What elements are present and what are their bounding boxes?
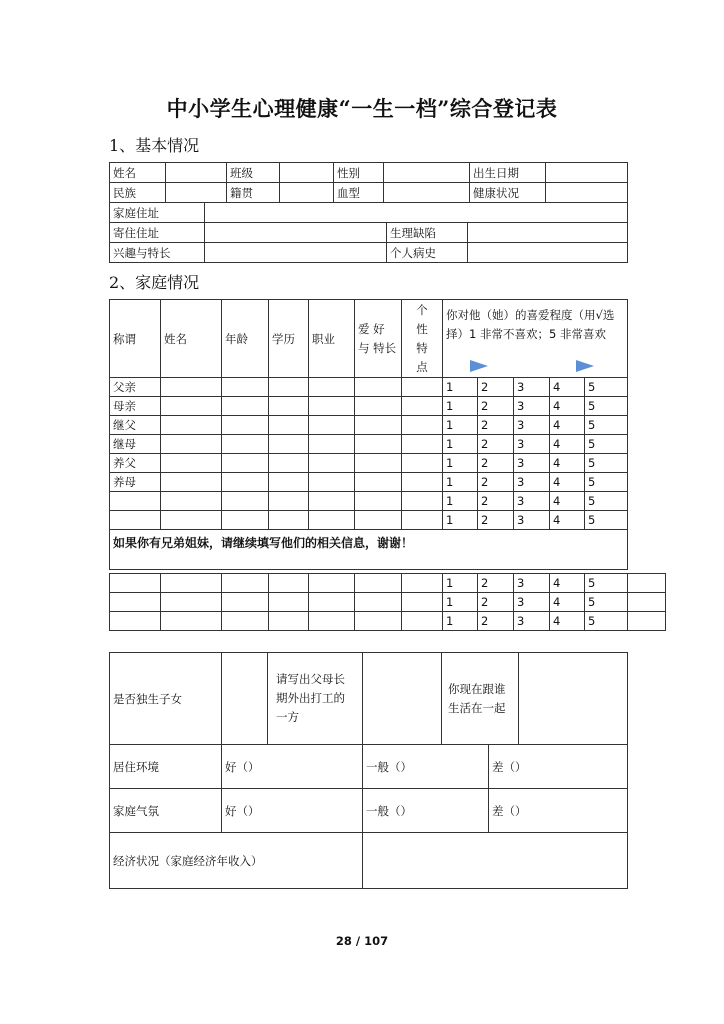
page-title: 中小学生心理健康“一生一档”综合登记表 — [166, 96, 558, 121]
rating-option[interactable]: 5 — [585, 511, 628, 530]
rating-option[interactable]: 5 — [585, 612, 628, 631]
label-birth: 出生日期 — [470, 163, 546, 183]
rating-option[interactable]: 2 — [478, 511, 514, 530]
env-poor[interactable]: 差（） — [489, 745, 628, 789]
rating-option[interactable]: 2 — [478, 378, 514, 397]
env-good[interactable]: 好（） — [222, 745, 363, 789]
rating-option[interactable]: 1 — [443, 416, 478, 435]
rating-option[interactable]: 5 — [585, 435, 628, 454]
rating-option[interactable]: 4 — [550, 511, 585, 530]
rating-option[interactable]: 1 — [443, 454, 478, 473]
label-environment: 居住环境 — [110, 745, 222, 789]
member-relation: 继母 — [110, 435, 161, 454]
rating-option[interactable]: 1 — [443, 511, 478, 530]
section-basic-heading: 1、基本情况 — [109, 136, 200, 155]
rating-option[interactable]: 1 — [443, 574, 478, 593]
header-relation: 称谓 — [110, 300, 161, 378]
rating-option[interactable]: 2 — [478, 612, 514, 631]
rating-option[interactable]: 1 — [443, 593, 478, 612]
rating-option[interactable]: 2 — [478, 593, 514, 612]
label-health: 健康状况 — [470, 183, 546, 203]
header-hobby: 爱 好 与 特长 — [355, 300, 402, 378]
rating-option[interactable]: 3 — [514, 397, 550, 416]
rating-option[interactable]: 2 — [478, 473, 514, 492]
label-economy: 经济状况（家庭经济年收入） — [110, 833, 363, 889]
member-relation: 父亲 — [110, 378, 161, 397]
arrow-right-icon — [576, 360, 594, 372]
label-defects: 生理缺陷 — [387, 223, 468, 243]
rating-option[interactable]: 4 — [550, 378, 585, 397]
rating-option[interactable]: 3 — [514, 511, 550, 530]
label-blood: 血型 — [334, 183, 384, 203]
header-trait: 个 性 特 点 — [402, 300, 443, 378]
rating-option[interactable]: 3 — [514, 593, 550, 612]
rating-option[interactable]: 2 — [478, 574, 514, 593]
rating-option[interactable]: 4 — [550, 454, 585, 473]
rating-option[interactable]: 2 — [478, 492, 514, 511]
env-average[interactable]: 一般（） — [363, 745, 489, 789]
rating-option[interactable]: 4 — [550, 593, 585, 612]
label-home-address: 家庭住址 — [110, 203, 205, 223]
rating-option[interactable]: 5 — [585, 454, 628, 473]
rating-option[interactable]: 4 — [550, 574, 585, 593]
rating-option[interactable]: 3 — [514, 378, 550, 397]
rating-option[interactable]: 2 — [478, 454, 514, 473]
rating-option[interactable]: 1 — [443, 492, 478, 511]
label-origin: 籍贯 — [227, 183, 280, 203]
rating-option[interactable]: 4 — [550, 492, 585, 511]
label-gender: 性别 — [334, 163, 384, 183]
label-boarding-address: 寄住住址 — [110, 223, 205, 243]
rating-option[interactable]: 4 — [550, 397, 585, 416]
arrow-left-icon — [470, 360, 488, 372]
rating-option[interactable]: 5 — [585, 593, 628, 612]
label-name: 姓名 — [110, 163, 166, 183]
rating-option[interactable]: 3 — [514, 416, 550, 435]
rating-option[interactable]: 4 — [550, 612, 585, 631]
rating-option[interactable]: 3 — [514, 435, 550, 454]
rating-option[interactable]: 3 — [514, 612, 550, 631]
header-job: 职业 — [309, 300, 355, 378]
rating-option[interactable]: 1 — [443, 473, 478, 492]
header-preference: 你对他（她）的喜爱程度（用√选择）1 非常不喜欢；5 非常喜欢 — [443, 300, 628, 378]
rating-option[interactable]: 3 — [514, 492, 550, 511]
label-living-with: 你现在跟谁生活在一起 — [442, 653, 519, 745]
rating-option[interactable]: 4 — [550, 473, 585, 492]
rating-option[interactable]: 5 — [585, 492, 628, 511]
label-ethnicity: 民族 — [110, 183, 166, 203]
label-parent-away: 请写出父母长期外出打工的一方 — [268, 653, 363, 745]
label-class: 班级 — [227, 163, 280, 183]
siblings-note: 如果你有兄弟姐妹，请继续填写他们的相关信息，谢谢！ — [110, 530, 628, 570]
rating-option[interactable]: 2 — [478, 397, 514, 416]
atmo-poor[interactable]: 差（） — [489, 789, 628, 833]
page-number: 28 / 107 — [335, 934, 389, 948]
rating-option[interactable]: 3 — [514, 574, 550, 593]
rating-option[interactable]: 1 — [443, 435, 478, 454]
rating-option[interactable]: 1 — [443, 378, 478, 397]
header-education: 学历 — [269, 300, 309, 378]
rating-option[interactable]: 5 — [585, 378, 628, 397]
rating-option[interactable]: 5 — [585, 397, 628, 416]
label-only-child: 是否独生子女 — [110, 653, 222, 745]
member-relation: 继父 — [110, 416, 161, 435]
rating-option[interactable]: 1 — [443, 397, 478, 416]
atmo-good[interactable]: 好（） — [222, 789, 363, 833]
rating-option[interactable]: 3 — [514, 454, 550, 473]
label-atmosphere: 家庭气氛 — [110, 789, 222, 833]
member-relation: 养父 — [110, 454, 161, 473]
header-name: 姓名 — [161, 300, 222, 378]
rating-option[interactable]: 5 — [585, 416, 628, 435]
rating-option[interactable]: 4 — [550, 435, 585, 454]
header-age: 年龄 — [222, 300, 269, 378]
atmo-average[interactable]: 一般（） — [363, 789, 489, 833]
rating-option[interactable]: 5 — [585, 574, 628, 593]
label-history: 个人病史 — [387, 243, 468, 263]
rating-option[interactable]: 4 — [550, 416, 585, 435]
rating-option[interactable]: 2 — [478, 416, 514, 435]
member-relation: 母亲 — [110, 397, 161, 416]
rating-option[interactable]: 3 — [514, 473, 550, 492]
section-family-heading: 2、家庭情况 — [109, 273, 200, 292]
rating-option[interactable]: 2 — [478, 435, 514, 454]
rating-option[interactable]: 1 — [443, 612, 478, 631]
rating-option[interactable]: 5 — [585, 473, 628, 492]
label-hobbies: 兴趣与特长 — [110, 243, 205, 263]
member-relation: 养母 — [110, 473, 161, 492]
